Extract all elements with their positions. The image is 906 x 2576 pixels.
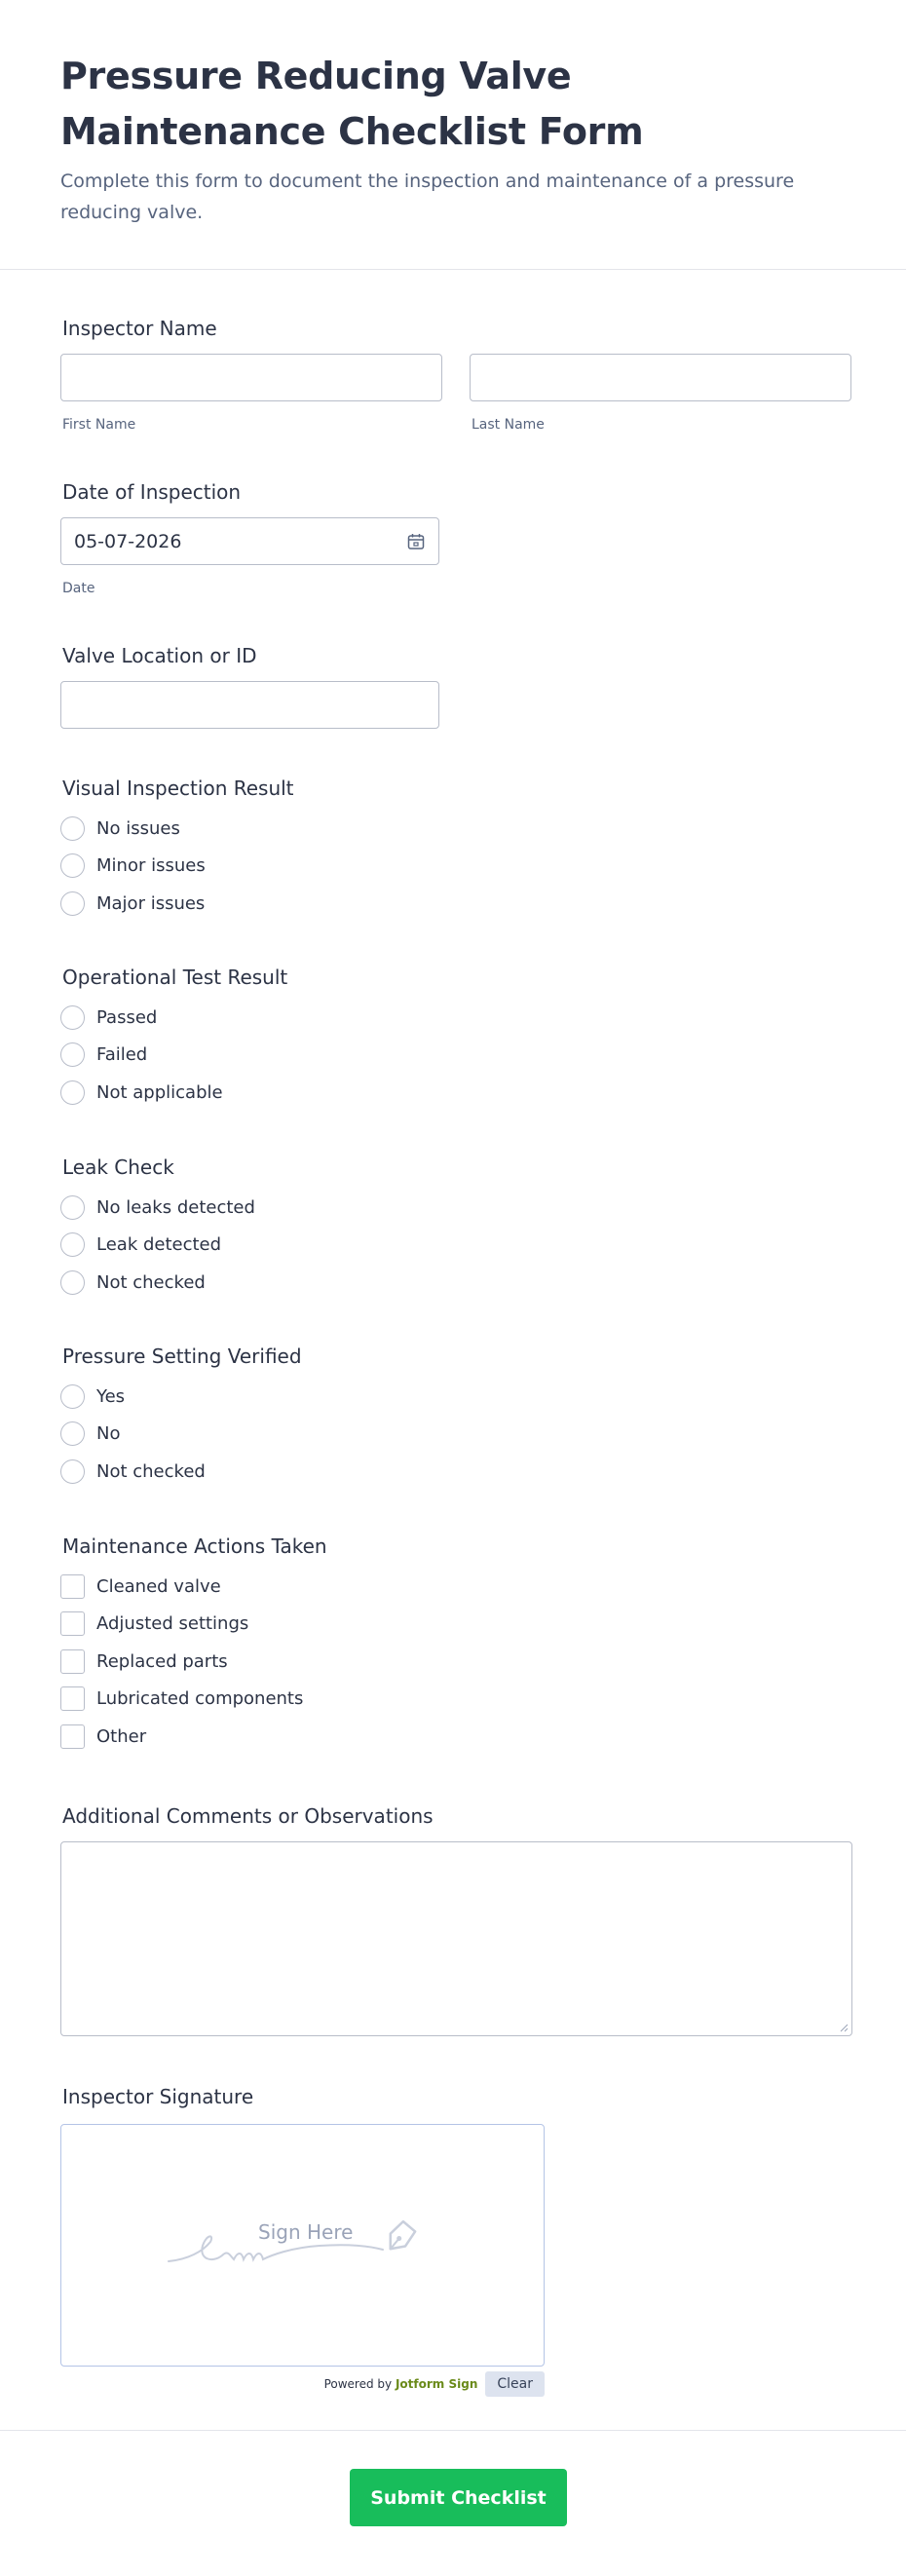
valve-location-input[interactable]: [60, 681, 439, 729]
radio-button[interactable]: [60, 1459, 85, 1484]
checkbox-option[interactable]: Replaced parts: [60, 1643, 327, 1681]
radio-button[interactable]: [60, 1195, 85, 1220]
pressure-setting-field: [60, 1345, 302, 1491]
signature-footer: [60, 2371, 545, 2397]
radio-button[interactable]: [60, 1005, 85, 1030]
radio-button[interactable]: [60, 1421, 85, 1446]
radio-button[interactable]: [60, 891, 85, 916]
pressure-setting-label: Pressure Setting Verified: [62, 1345, 302, 1368]
checkbox[interactable]: [60, 1574, 85, 1599]
date-of-inspection-field: [60, 480, 439, 596]
date-value: 05-07-2026: [74, 530, 182, 552]
powered-by-text: Powered by Jotform Sign: [323, 2377, 478, 2391]
inspector-name-field: [60, 317, 851, 433]
form-title: Pressure Reducing Valve Maintenance Checklist Form: [60, 55, 644, 153]
last-name-sublabel: Last Name: [472, 417, 545, 433]
checkbox-option[interactable]: Cleaned valve: [60, 1568, 327, 1606]
comments-label: Additional Comments or Observations: [62, 1804, 434, 1828]
radio-button[interactable]: [60, 1042, 85, 1067]
leak-check-label: Leak Check: [62, 1155, 174, 1179]
submit-button[interactable]: Submit Checklist: [350, 2469, 567, 2526]
radio-option[interactable]: Failed: [60, 1037, 287, 1075]
checkbox[interactable]: [60, 1686, 85, 1711]
radio-option[interactable]: Passed: [60, 999, 287, 1037]
form-footer: [0, 2430, 906, 2576]
visual-inspection-field: [60, 777, 294, 923]
jotform-sign-brand: Jotform Sign: [395, 2377, 478, 2391]
radio-button[interactable]: [60, 1080, 85, 1105]
radio-option[interactable]: Not applicable: [60, 1074, 287, 1112]
valve-location-label: Valve Location or ID: [62, 644, 257, 667]
visual-inspection-label: Visual Inspection Result: [62, 777, 294, 800]
radio-button[interactable]: [60, 816, 85, 841]
radio-option[interactable]: Yes: [60, 1378, 302, 1416]
radio-option[interactable]: No leaks detected: [60, 1189, 255, 1227]
comments-field: [60, 1804, 852, 2036]
comments-textarea[interactable]: [60, 1841, 852, 2036]
maintenance-actions-label: Maintenance Actions Taken: [62, 1534, 327, 1558]
last-name-input[interactable]: [470, 354, 851, 401]
radio-option[interactable]: No issues: [60, 810, 294, 848]
first-name-input[interactable]: [60, 354, 442, 401]
radio-option[interactable]: Minor issues: [60, 848, 294, 886]
calendar-icon[interactable]: [406, 532, 426, 551]
date-sublabel: Date: [62, 581, 95, 596]
checkbox-option[interactable]: Other: [60, 1718, 327, 1756]
date-input[interactable]: [60, 517, 439, 565]
checkbox[interactable]: [60, 1611, 85, 1636]
operational-test-label: Operational Test Result: [62, 966, 288, 989]
radio-option[interactable]: Not checked: [60, 1453, 302, 1491]
date-of-inspection-label: Date of Inspection: [62, 480, 242, 504]
signature-field: [60, 2085, 545, 2397]
radio-option[interactable]: Not checked: [60, 1264, 255, 1302]
resize-grip-icon[interactable]: [839, 2023, 849, 2032]
signature-placeholder: Sign Here: [258, 2220, 354, 2244]
radio-button[interactable]: [60, 1384, 85, 1409]
radio-button[interactable]: [60, 1232, 85, 1257]
clear-signature-button[interactable]: Clear: [485, 2371, 545, 2397]
inspector-name-label: Inspector Name: [62, 317, 217, 340]
valve-location-field: [60, 644, 439, 729]
signature-label: Inspector Signature: [62, 2085, 254, 2108]
radio-option[interactable]: No: [60, 1416, 302, 1454]
form-description: Complete this form to document the inspection and maintenance of a pressure reducing valve.: [60, 170, 795, 223]
radio-button[interactable]: [60, 853, 85, 878]
checkbox[interactable]: [60, 1649, 85, 1674]
maintenance-actions-field: [60, 1534, 327, 1756]
signature-pad[interactable]: [60, 2124, 545, 2367]
checkbox-option[interactable]: Adjusted settings: [60, 1606, 327, 1644]
radio-option[interactable]: Major issues: [60, 885, 294, 923]
leak-check-field: [60, 1155, 255, 1302]
operational-test-field: [60, 966, 287, 1112]
first-name-sublabel: First Name: [62, 417, 136, 433]
checkbox[interactable]: [60, 1724, 85, 1749]
form-header: [0, 0, 906, 270]
radio-button[interactable]: [60, 1270, 85, 1295]
radio-option[interactable]: Leak detected: [60, 1227, 255, 1265]
checkbox-option[interactable]: Lubricated components: [60, 1681, 327, 1719]
